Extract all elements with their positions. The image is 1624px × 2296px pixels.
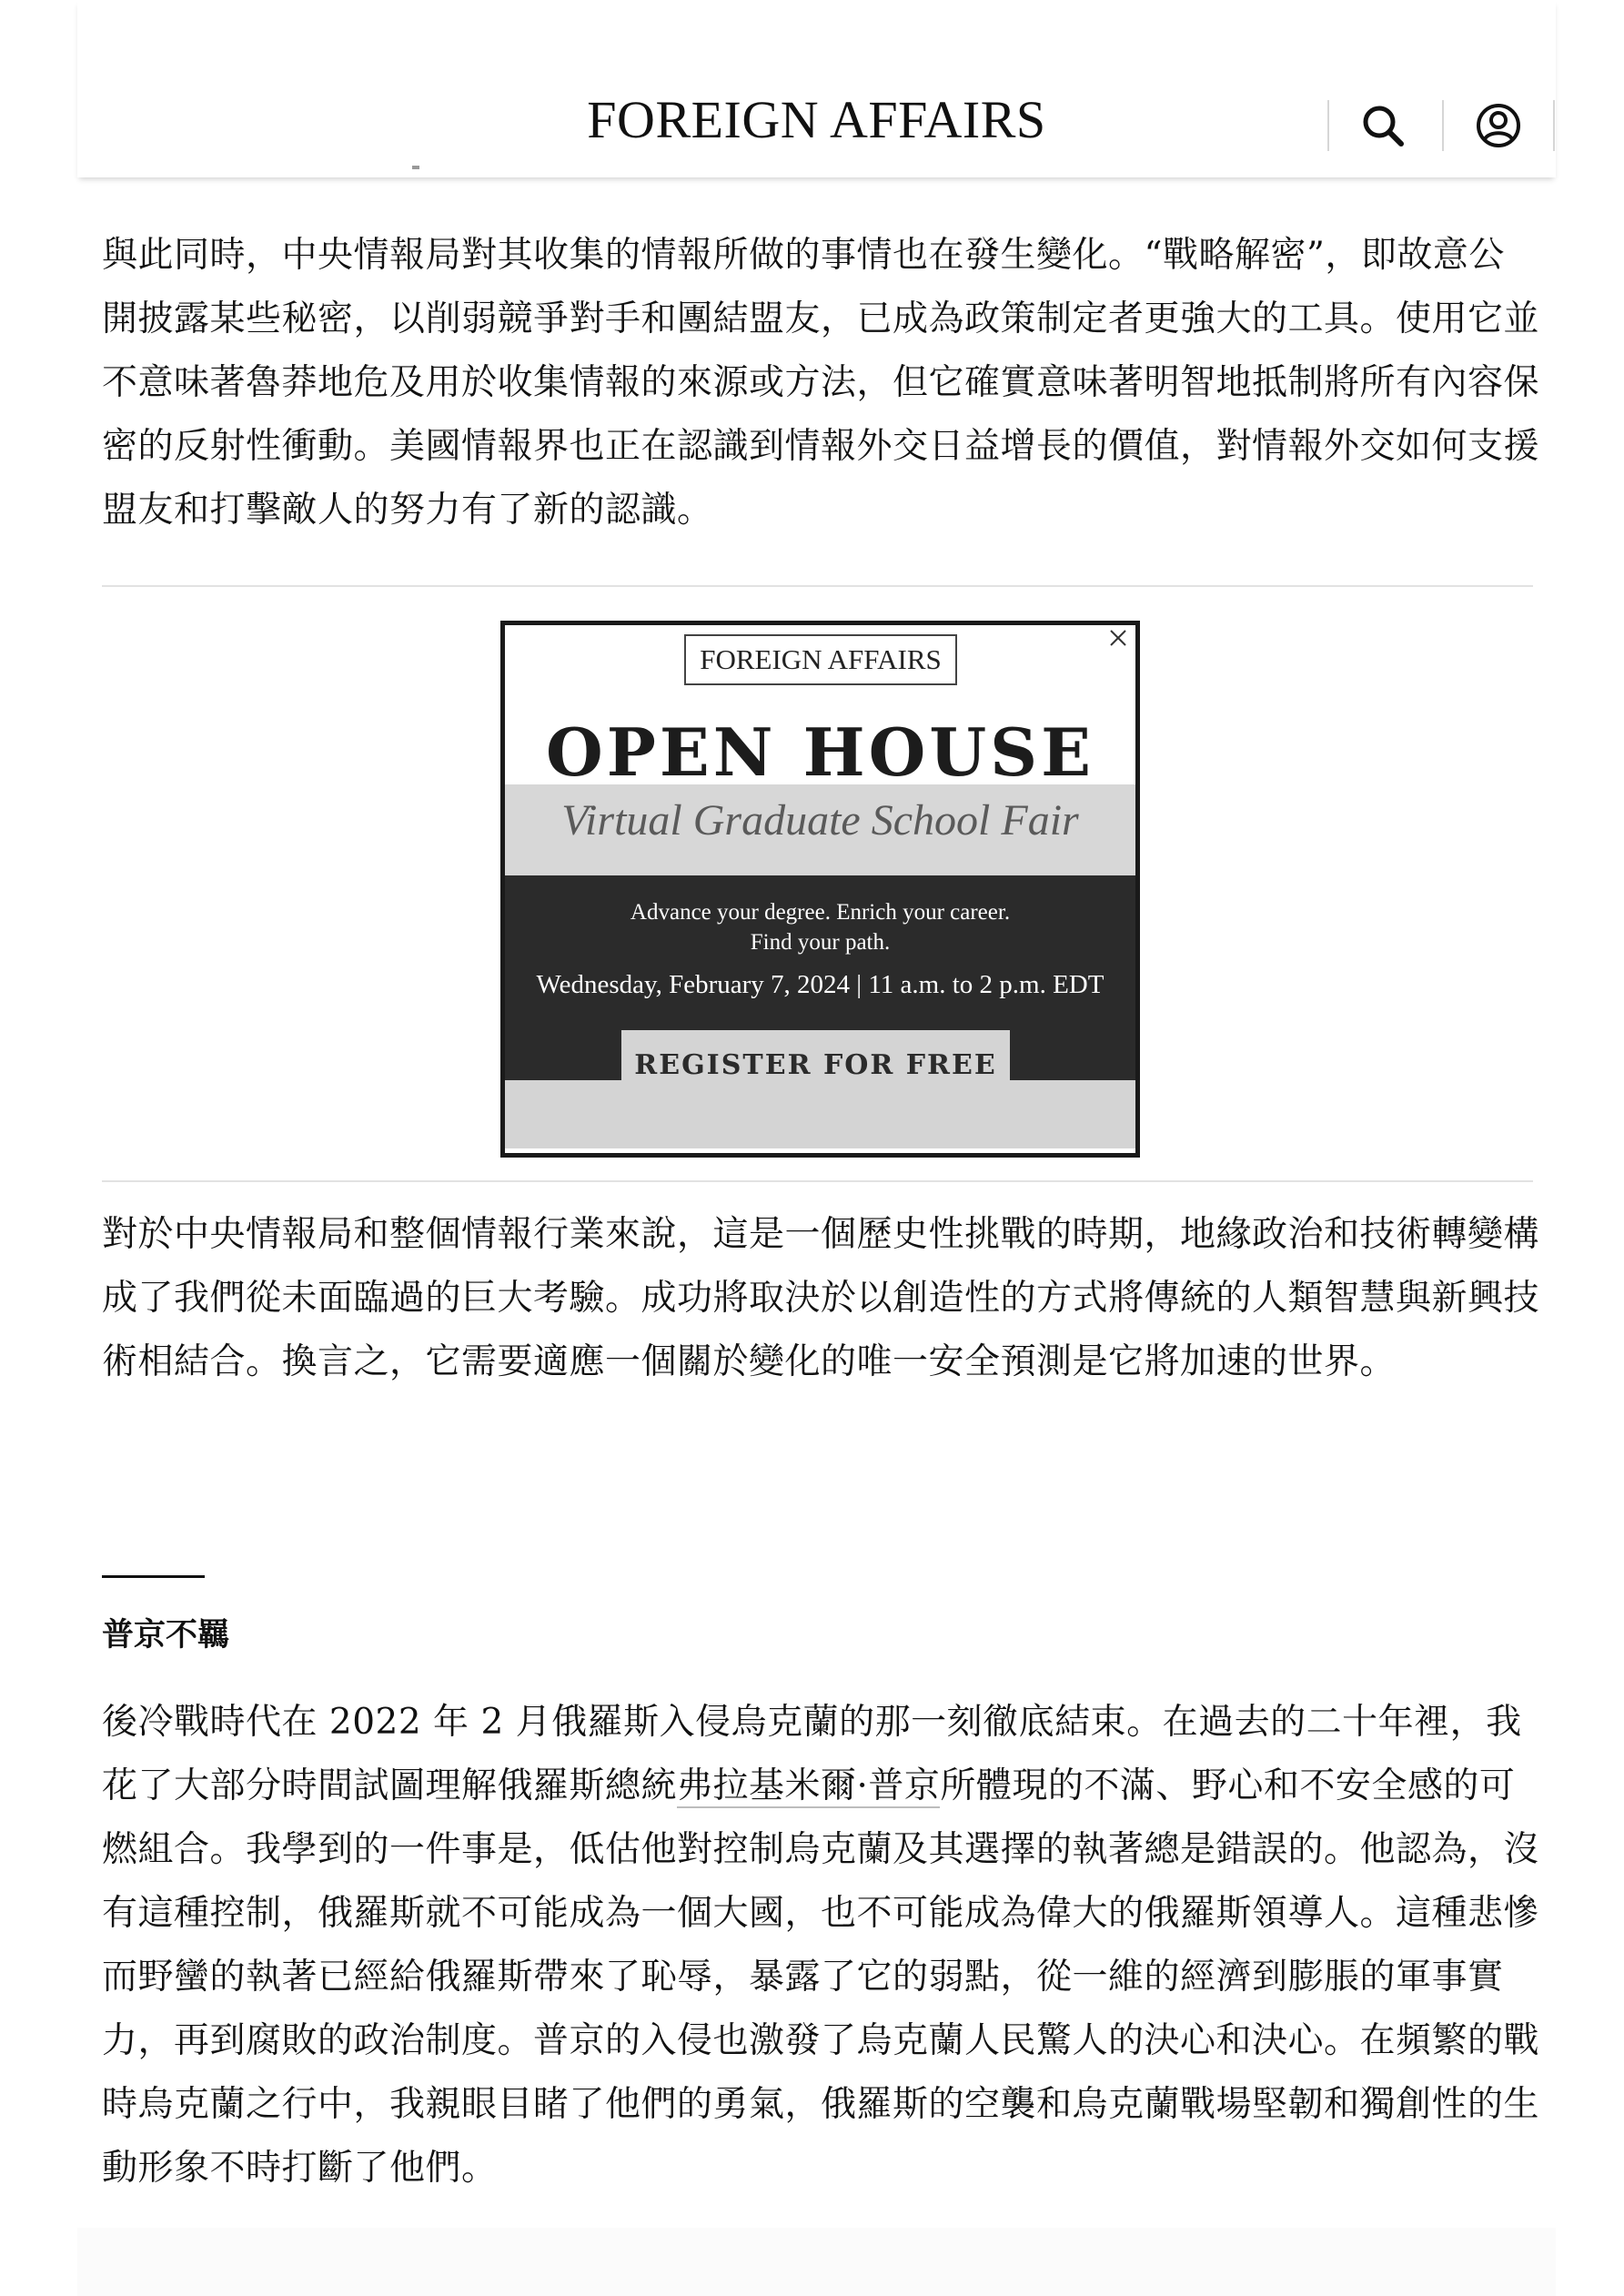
close-icon bbox=[1105, 625, 1131, 651]
paragraph-text: 所體現的不滿、野心和不安全感的可燃組合。我學到的一件事是，低估他對控制烏克蘭及其選擇的執著總是錯誤的。他認為，沒有這種控制，俄羅斯就不可能成為一個大國，也不可能成為偉大的俄羅斯領導人。這種悲慘而野蠻的執著已經給俄羅斯帶來了恥辱，暴露了它的弱點，從一維的經濟到膨脹的軍事實力，再到腐敗的政治制度。普京的入侵也激發了烏克蘭人民驚人的決心和決心。在頻繁的戰時烏克蘭之行中，我親眼目睹了他們的勇氣，俄羅斯的空襲和烏克蘭戰場堅韌和獨創性的生動形象不時打斷了他們。 bbox=[102, 1765, 1540, 2189]
ad-title: OPEN HOUSE bbox=[545, 713, 1095, 791]
ad-close-button[interactable] bbox=[1105, 625, 1131, 651]
ad-divider-top bbox=[102, 585, 1533, 587]
section-heading: 普京不羈 bbox=[102, 1617, 230, 1654]
register-button[interactable]: REGISTER FOR FREE bbox=[621, 1030, 1010, 1100]
section-rule bbox=[102, 1575, 205, 1578]
ad-logo: FOREIGN AFFAIRS bbox=[684, 634, 957, 685]
search-button[interactable] bbox=[1356, 98, 1410, 153]
article-paragraph: 對於中央情報局和整個情報行業來說，這是一個歷史性挑戰的時期，地緣政治和技術轉變構成了我們從未面臨過的巨大考驗。成功將取決於以創造性的方式將傳統的人類智慧與新興技術相結合。換言之，它需要適應一個關於變化的唯一安全預測是它將加速的世界。 bbox=[102, 1214, 1540, 1382]
article-paragraph bbox=[102, 1691, 1539, 2200]
article-paragraph: 與此同時，中央情報局對其收集的情報所做的事情也在發生變化。“戰略解密”，即故意公開披露某些秘密，以削弱競爭對手和團結盟友，已成為政策制定者更強大的工具。使用它並不意味著魯莽地危及用於收集情報的來源或方法，但它確實意味著明智地抵制將所有內容保密的反射性衝動。美國情報界也正在認識到情報外交日益增長的價值，對情報外交如何支援盟友和打擊敵人的努力有了新的認識。 bbox=[102, 235, 1540, 531]
scrolled-text-remnant bbox=[412, 166, 419, 169]
user-account-icon bbox=[1471, 98, 1526, 153]
ad-event-date: Wednesday, February 7, 2024 | 11 a.m. to 2 p.m. EDT bbox=[536, 970, 1105, 999]
header-divider bbox=[1442, 100, 1444, 151]
header-divider bbox=[1553, 100, 1555, 151]
ad-divider-bottom bbox=[102, 1180, 1533, 1182]
putin-link[interactable]: 弗拉基米爾·普京 bbox=[677, 1765, 941, 1806]
site-logo[interactable]: FOREIGN AFFAIRS bbox=[587, 90, 1046, 149]
ad-tagline-secondary: Find your path. bbox=[750, 930, 891, 955]
header-divider bbox=[1327, 100, 1329, 151]
ad-tagline: Advance your degree. Enrich your career. bbox=[630, 900, 1011, 925]
account-button[interactable] bbox=[1471, 98, 1526, 153]
ad-subtitle: Virtual Graduate School Fair bbox=[561, 796, 1079, 845]
advertisement-banner[interactable] bbox=[500, 621, 1140, 1158]
bottom-band bbox=[77, 2228, 1556, 2296]
search-icon bbox=[1356, 98, 1410, 153]
site-header bbox=[77, 0, 1556, 177]
paragraph-text: 後冷戰時代在 2022 年 2 月俄羅斯入侵烏克蘭的那一刻徹底結束。在過去的二十年裡，我花了大部分時間試圖理解俄羅斯總統 bbox=[102, 1702, 1522, 1806]
